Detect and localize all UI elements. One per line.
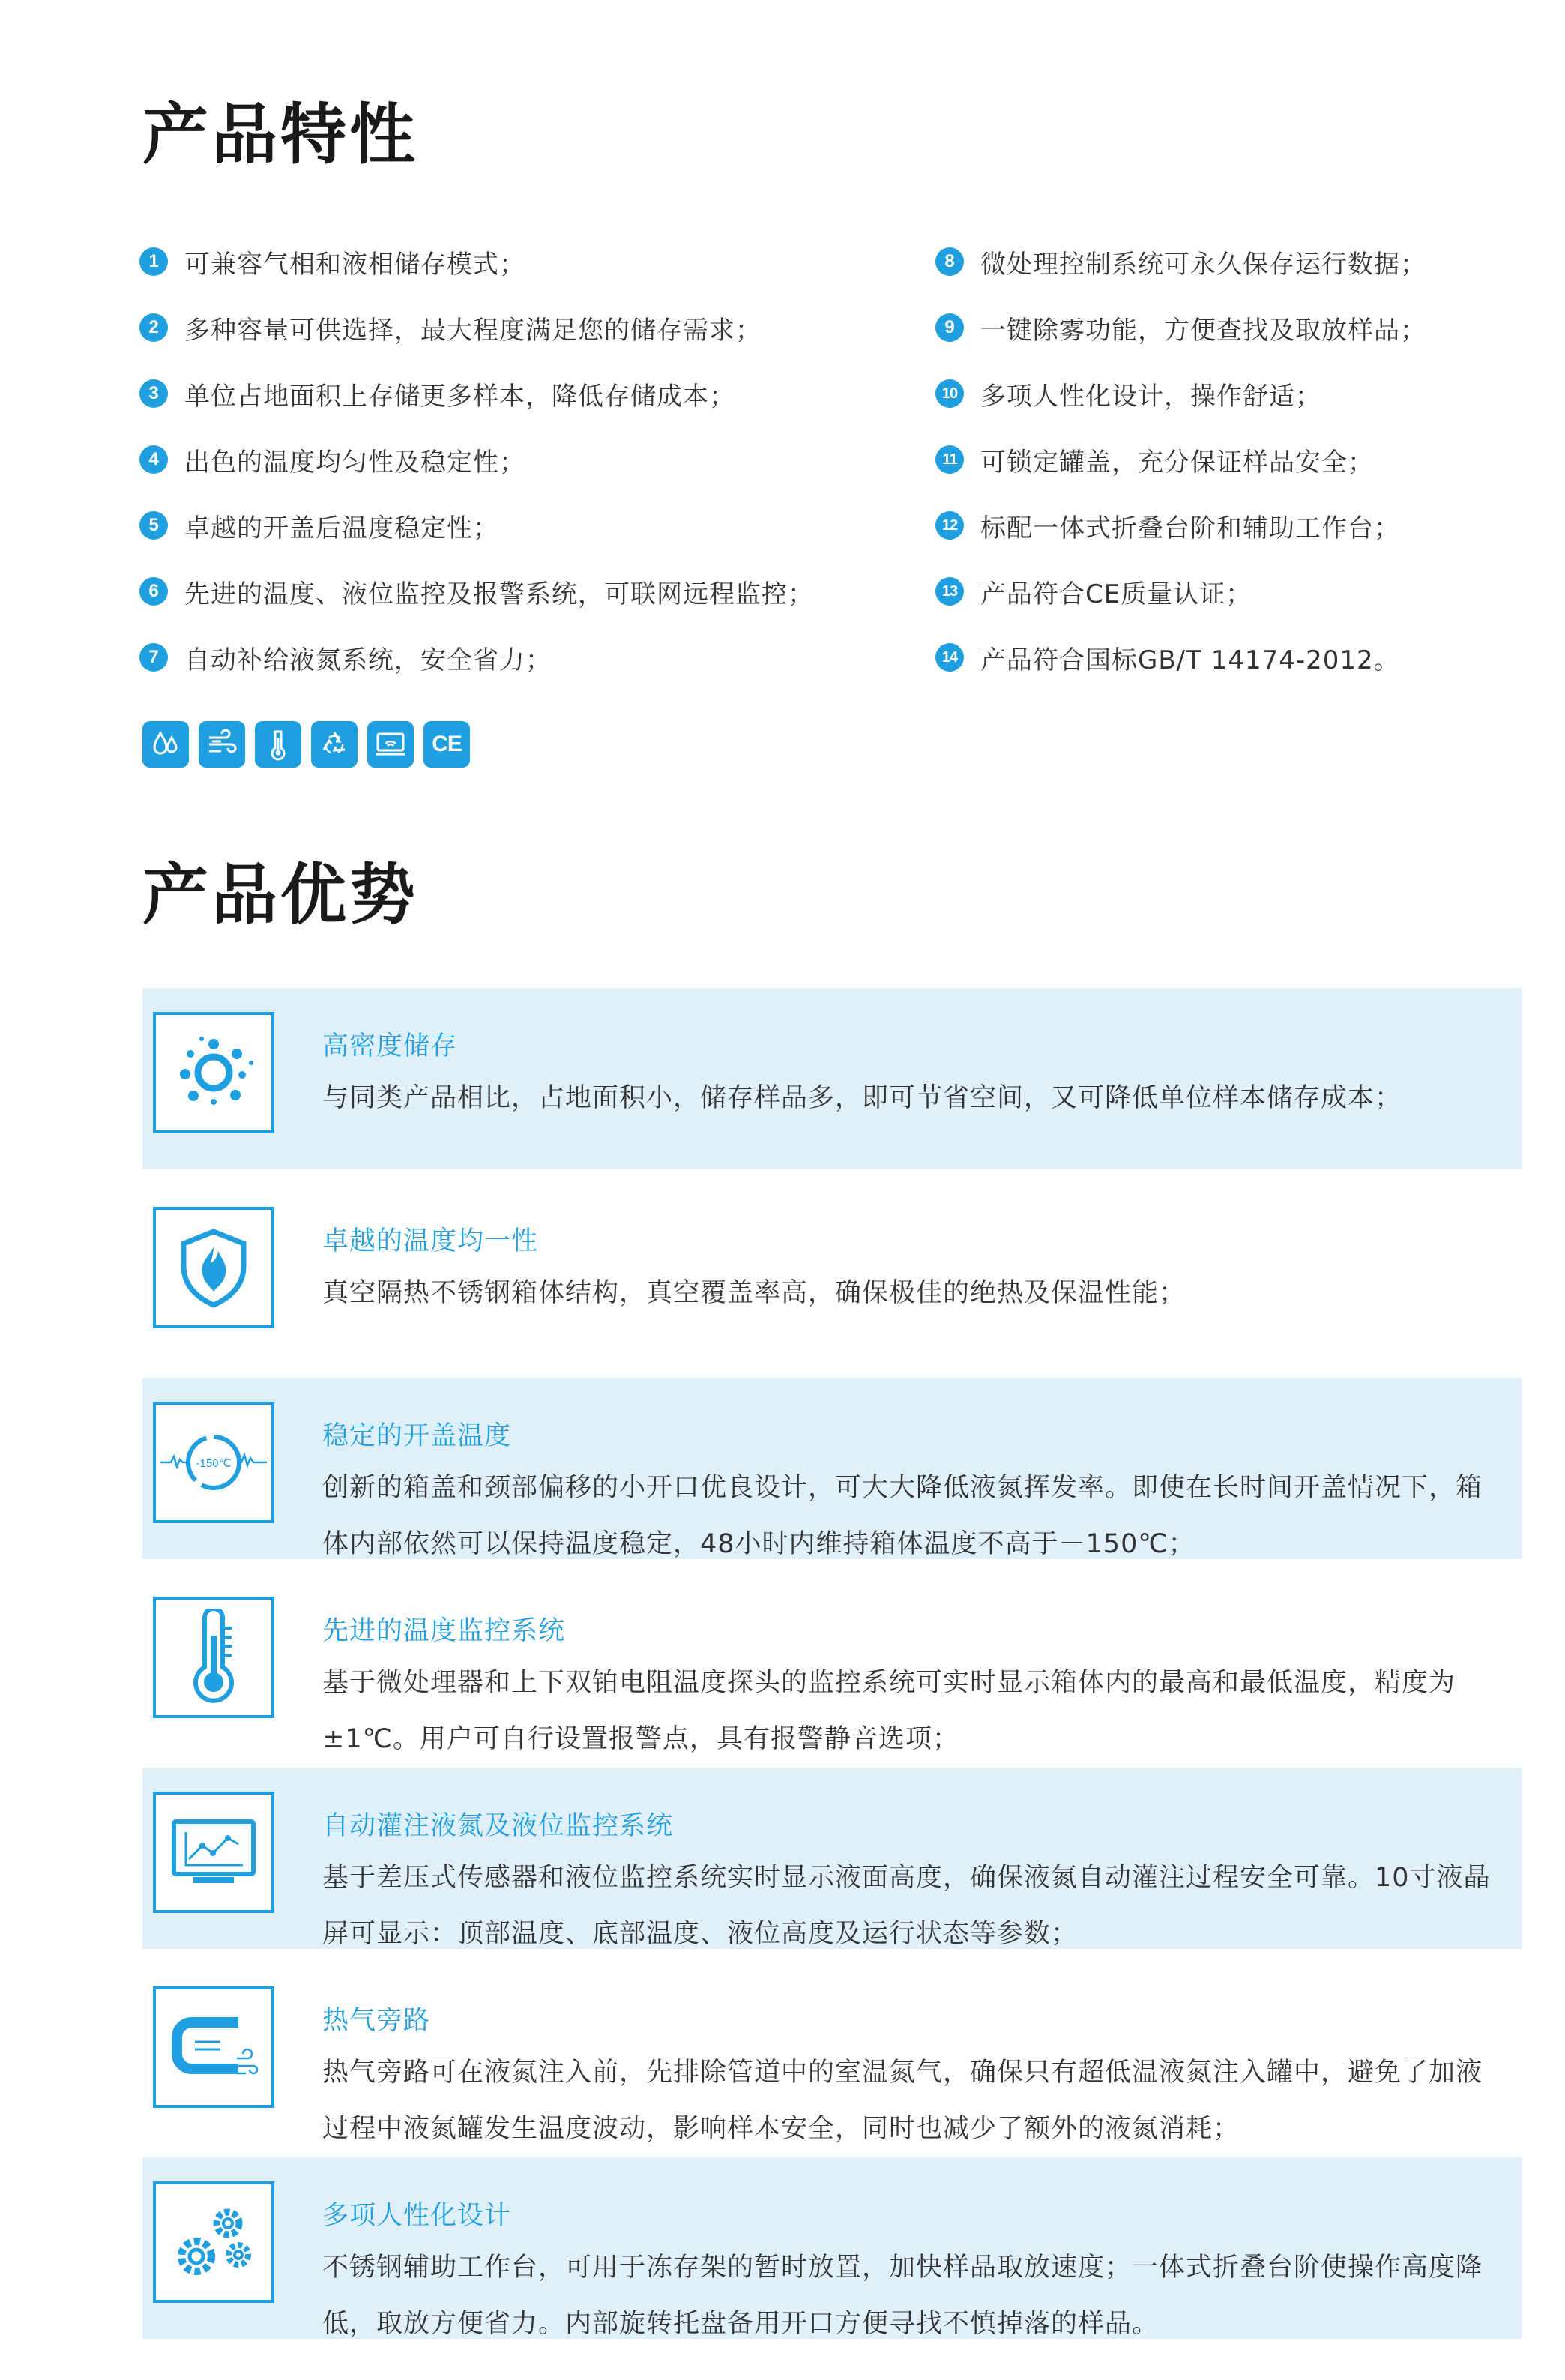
feature-item (139, 441, 525, 478)
feature-item (935, 573, 1252, 610)
advantage-title: 自动灌注液氮及液位监控系统 (322, 1811, 674, 1841)
advantages-heading: 产品优势 (142, 856, 419, 933)
advantage-card (142, 2157, 1522, 2339)
feature-number: 2 (139, 313, 168, 342)
flame-shield-icon (153, 1207, 274, 1328)
feature-item (139, 507, 499, 544)
gauge-label: -150℃ (196, 1457, 232, 1470)
feature-number: 13 (935, 577, 964, 606)
feature-number: 4 (139, 445, 168, 474)
advantage-card (142, 1962, 1522, 2144)
feature-text: 先进的温度、液位监控及报警系统，可联网远程监控； (184, 579, 814, 609)
feature-number: 6 (139, 577, 168, 606)
ce-mark-text: CE (432, 732, 462, 756)
feature-number: 11 (935, 445, 964, 474)
advantage-desc: 热气旁路可在液氮注入前，先排除管道中的室温氮气，确保只有超低温液氮注入罐中，避免了加液过程中液氮罐发生温度波动，影响样本安全，同时也减少了额外的液氮消耗； (322, 2058, 1483, 2144)
droplets-icon (142, 721, 189, 768)
feature-text: 一键除雾功能，方便查找及取放样品； (980, 315, 1426, 346)
feature-text: 可锁定罐盖，充分保证样品安全； (980, 447, 1374, 477)
feature-number: 1 (139, 247, 168, 276)
advantage-card (142, 1183, 1522, 1364)
feature-text: 产品符合CE质量认证； (980, 579, 1252, 609)
feature-item (139, 573, 814, 610)
monitor-wifi-icon (367, 721, 414, 768)
feature-item (935, 639, 1400, 676)
feature-number: 10 (935, 379, 964, 408)
features-heading: 产品特性 (142, 96, 419, 173)
advantage-title: 多项人性化设计 (322, 2201, 512, 2231)
feature-text: 可兼容气相和液相储存模式； (184, 249, 525, 280)
feature-text: 多种容量可供选择，最大程度满足您的储存需求； (184, 315, 762, 346)
bypass-pipe-icon (153, 1986, 274, 2108)
feature-text: 微处理控制系统可永久保存运行数据； (980, 249, 1426, 280)
feature-item (935, 507, 1400, 544)
feature-text: 多项人性化设计，操作舒适； (980, 381, 1321, 412)
advantage-desc: 与同类产品相比，占地面积小，储存样品多，即可节省空间，又可降低单位样本储存成本； (322, 1083, 1402, 1113)
feature-item (139, 639, 552, 676)
feature-item (139, 309, 762, 346)
advantage-title: 稳定的开盖温度 (322, 1421, 512, 1451)
advantage-desc: 基于差压式传感器和液位监控系统实时显示液面高度，确保液氮自动灌注过程安全可靠。10寸液晶屏可显示：顶部温度、底部温度、液位高度及运行状态等参数； (322, 1863, 1491, 1949)
feature-item (139, 375, 735, 412)
advantage-desc: 真空隔热不锈钢箱体结构，真空覆盖率高，确保极佳的绝热及保温性能； (322, 1278, 1186, 1308)
thermometer-icon (153, 1597, 274, 1718)
advantage-card (142, 988, 1522, 1169)
advantage-title: 高密度储存 (322, 1031, 458, 1061)
ce-mark-icon (423, 721, 470, 768)
advantage-desc: 创新的箱盖和颈部偏移的小开口优良设计，可大大降低液氮挥发率。即使在长时间开盖情况下，箱体内部依然可以保持温度稳定，48小时内维持箱体温度不高于－150℃； (322, 1473, 1483, 1559)
feature-number: 3 (139, 379, 168, 408)
feature-number: 8 (935, 247, 964, 276)
feature-badges (142, 721, 470, 768)
thermometer-icon (255, 721, 301, 768)
feature-item (935, 243, 1426, 280)
advantage-desc: 不锈钢辅助工作台，可用于冻存架的暂时放置，加快样品取放速度；一体式折叠台阶使操作高度降低，取放方便省力。内部旋转托盘备用开口方便寻找不慎掉落的样品。 (322, 2253, 1483, 2339)
advantage-title: 先进的温度监控系统 (322, 1616, 566, 1646)
temperature-gauge-icon (153, 1402, 274, 1523)
feature-number: 5 (139, 511, 168, 540)
feature-text: 卓越的开盖后温度稳定性； (184, 513, 499, 543)
advantage-desc: 基于微处理器和上下双铂电阻温度探头的监控系统可实时显示箱体内的最高和最低温度，精度为±1℃。用户可自行设置报警点，具有报警静音选项； (322, 1668, 1456, 1754)
advantage-card (142, 1378, 1522, 1559)
feature-text: 自动补给液氮系统，安全省力； (184, 645, 552, 675)
feature-number: 14 (935, 643, 964, 672)
feature-text: 单位占地面积上存储更多样本，降低存储成本； (184, 381, 735, 412)
advantage-title: 卓越的温度均一性 (322, 1226, 539, 1256)
density-dots-icon (153, 1012, 274, 1133)
wind-icon (199, 721, 245, 768)
gears-icon (153, 2181, 274, 2303)
advantage-card (142, 1768, 1522, 1949)
feature-item (139, 243, 525, 280)
monitor-chart-icon (153, 1792, 274, 1913)
feature-item (935, 309, 1426, 346)
advantage-title: 热气旁路 (322, 2006, 431, 2036)
feature-text: 产品符合国标GB/T 14174-2012。 (980, 645, 1400, 675)
advantage-card (142, 1573, 1522, 1754)
feature-number: 9 (935, 313, 964, 342)
feature-text: 出色的温度均匀性及稳定性； (184, 447, 525, 477)
feature-item (935, 375, 1321, 412)
feature-number: 12 (935, 511, 964, 540)
feature-text: 标配一体式折叠台阶和辅助工作台； (980, 513, 1400, 543)
feature-number: 7 (139, 643, 168, 672)
recycle-icon (311, 721, 358, 768)
feature-item (935, 441, 1374, 478)
